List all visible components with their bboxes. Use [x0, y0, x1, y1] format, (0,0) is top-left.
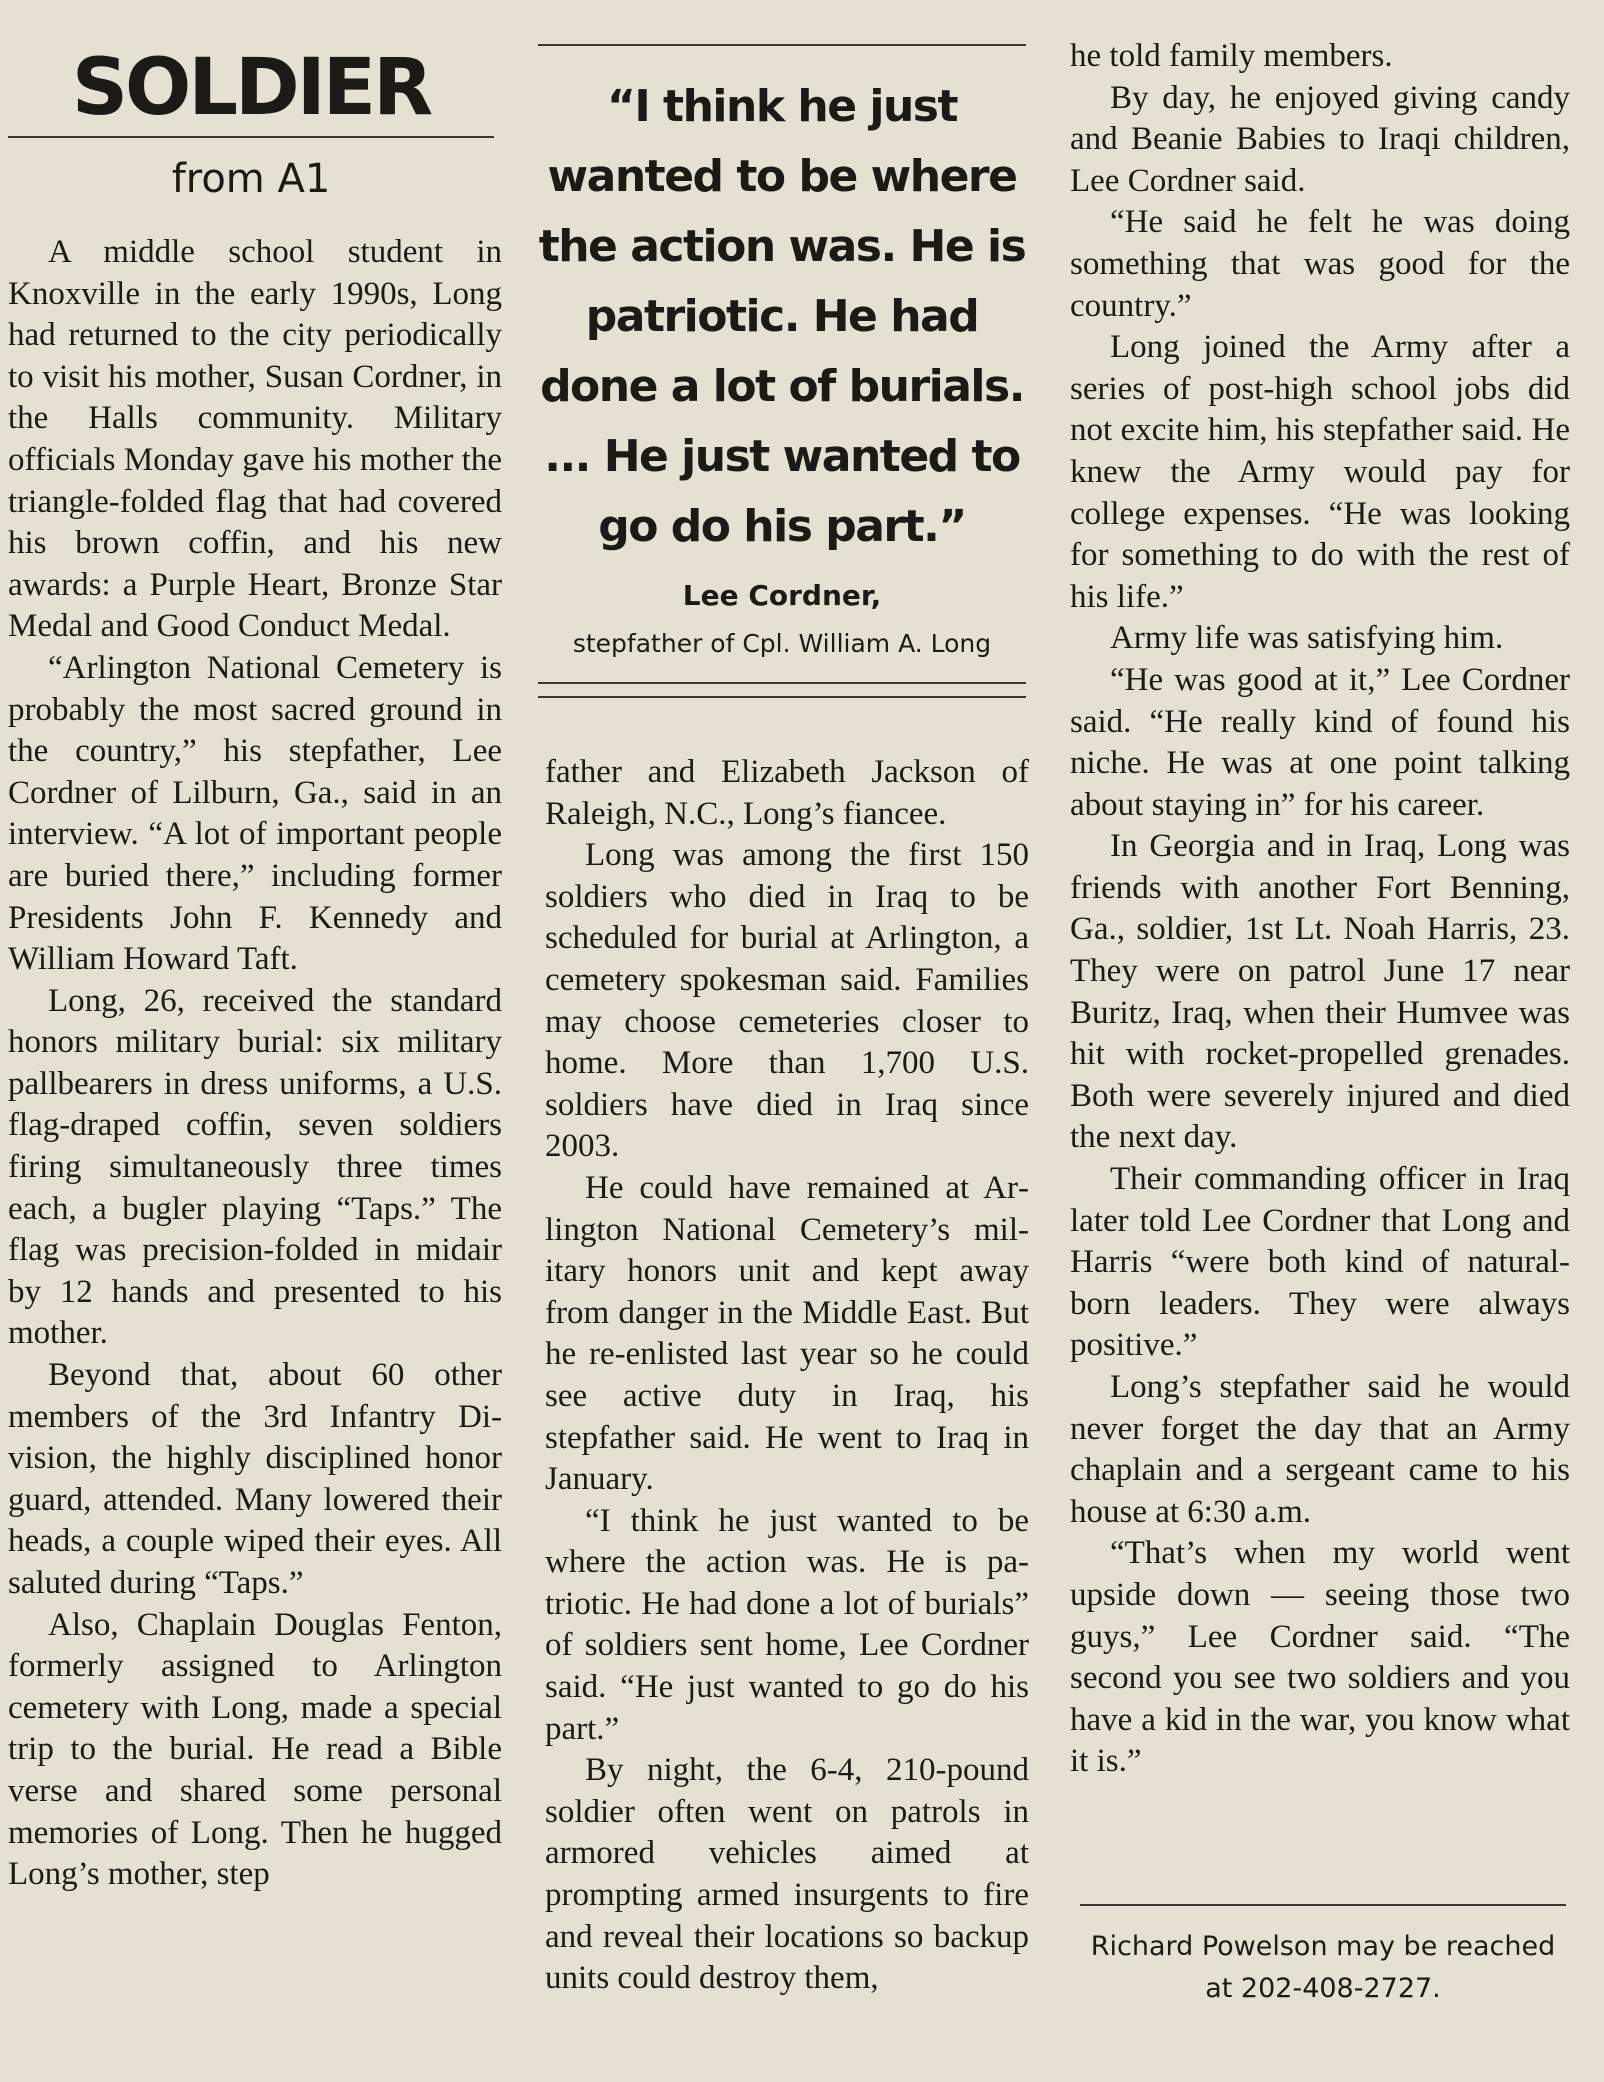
paragraph: he told family members. — [1070, 38, 1393, 74]
paragraph: Their commanding officer in Iraq later told Lee Cordner that Long and Harris “were both kind of natural-born leaders. They were always positive.” — [1070, 1161, 1570, 1364]
pull-quote-bottom-rule — [538, 682, 1026, 698]
contact-rule — [1080, 1904, 1566, 1906]
article-column-2 — [545, 752, 1029, 2000]
paragraph: Also, Chaplain Douglas Fenton, formerly assigned to Arlington cemetery with Long, made a special trip to the burial. He read a Bible verse and shared some personal memories of Long. Then he hugged Long’s mother, step — [8, 1606, 502, 1893]
article-column-3 — [1070, 36, 1570, 1783]
paragraph: By day, he enjoyed giving candy and Beanie Babies to Iraqi children, Lee Cordner said. — [1070, 79, 1570, 199]
article-column-1 — [8, 232, 502, 1896]
paragraph: Beyond that, about 60 other members of the 3rd Infantry Division, the highly disciplined honor guard, attended. Many lowered their heads, a couple wiped their eyes. All saluted during “Taps.” — [8, 1357, 502, 1601]
paragraph: A middle school student in Knoxville in the early 1990s, Long had returned to the city periodically to visit his mother, Susan Cordner, in the Halls community. Military officials Monday gave his mother the triangle-folded flag that had covered his brown coffin, and his new awards: a Purple Heart, Bronze Star Medal and Good Conduct Medal. — [8, 234, 502, 645]
jump-label: from A1 — [171, 156, 331, 202]
pull-quote-attribution-name: Lee Cordner, — [682, 579, 882, 612]
paragraph: Long was among the first 150 soldiers who died in Iraq to be scheduled for burial at Arlington, a cemetery spokesman said. Families may choose cemeteries closer to home. More than 1,700 U.S. soldiers have died in Iraq since 2003. — [545, 837, 1029, 1165]
pull-quote: “I think he just wanted to be where the action was. He is patriotic. He had done a lot of burials. ... He just wanted to go do his part.” — [538, 81, 1026, 552]
pull-quote-attribution-title: stepfather of Cpl. William A. Long — [572, 629, 992, 658]
paragraph: “Arlington National Cemetery is probably the most sacred ground in the country,” his stepfather, Lee Cordner of Lilburn, Ga., said in an interview. “A lot of important people are buried there,” including former Presidents John F. Kennedy and William Howard Taft. — [8, 649, 502, 978]
paragraph: Long, 26, received the standard honors military burial: six military pallbearers in dress uniforms, a U.S. flag-draped coffin, seven soldiers firing simultaneously three times each, a bugler playing “Taps.” The flag was precision-folded in midair by 12 hands and presented to his mother. — [8, 982, 502, 1352]
headline-rule — [8, 136, 494, 138]
paragraph: Long’s stepfather said he would never forget the day that an Army chaplain and a sergeant came to his house at 6:30 a.m. — [1070, 1369, 1570, 1530]
paragraph: “He was good at it,” Lee Cordner said. “He really kind of found his niche. He was at one point talking about staying in” for his career. — [1070, 661, 1570, 823]
pull-quote-top-rule — [538, 44, 1026, 46]
paragraph: By night, the 6-4, 210-pound soldier often went on patrols in armored vehicles aimed at prompting armed insurgents to fire and reveal their locations so backup units could destroy them, — [545, 1752, 1029, 1997]
paragraph: Army life was satisfying him. — [1110, 620, 1504, 657]
paragraph: “He said he felt he was doing something that was good for the country.” — [1070, 204, 1570, 324]
paragraph: “I think he just wanted to be where the action was. He is patriotic. He had done a lot of burials” of soldiers sent home, Lee Cordner said. “He just wanted to go do his part.” — [545, 1502, 1029, 1747]
paragraph: In Georgia and in Iraq, Long was friends with another Fort Benning, Ga., soldier, 1st Lt. Noah Harris, 23. They were on patrol June 17 near Buritz, Iraq, when their Humvee was hit with rocket-propelled grenades. Both were severely injured and died the next day. — [1070, 828, 1570, 1156]
reporter-contact: Richard Powelson may be reached at 202-408-2727. — [1090, 1931, 1556, 2004]
paragraph: father and Elizabeth Jackson of Raleigh, N.C., Long’s fiancee. — [545, 754, 1029, 832]
paragraph: “That’s when my world went upside down — seeing those two guys,” Lee Cordner said. “The second you see two soldiers and you have a kid in the war, you know what it is.” — [1070, 1535, 1570, 1780]
headline: SOLDIER — [71, 43, 431, 133]
paragraph: Long joined the Army after a series of post-high school jobs did not excite him, his stepfather said. He knew the Army would pay for college expenses. “He was looking for something to do with the rest of his life.” — [1070, 329, 1570, 615]
paragraph: He could have remained at Arlington National Cemetery’s military honors unit and kept away from danger in the Middle East. But he re-enlisted last year so he could see active duty in Iraq, his stepfather said. He went to Iraq in January. — [545, 1169, 1029, 1498]
